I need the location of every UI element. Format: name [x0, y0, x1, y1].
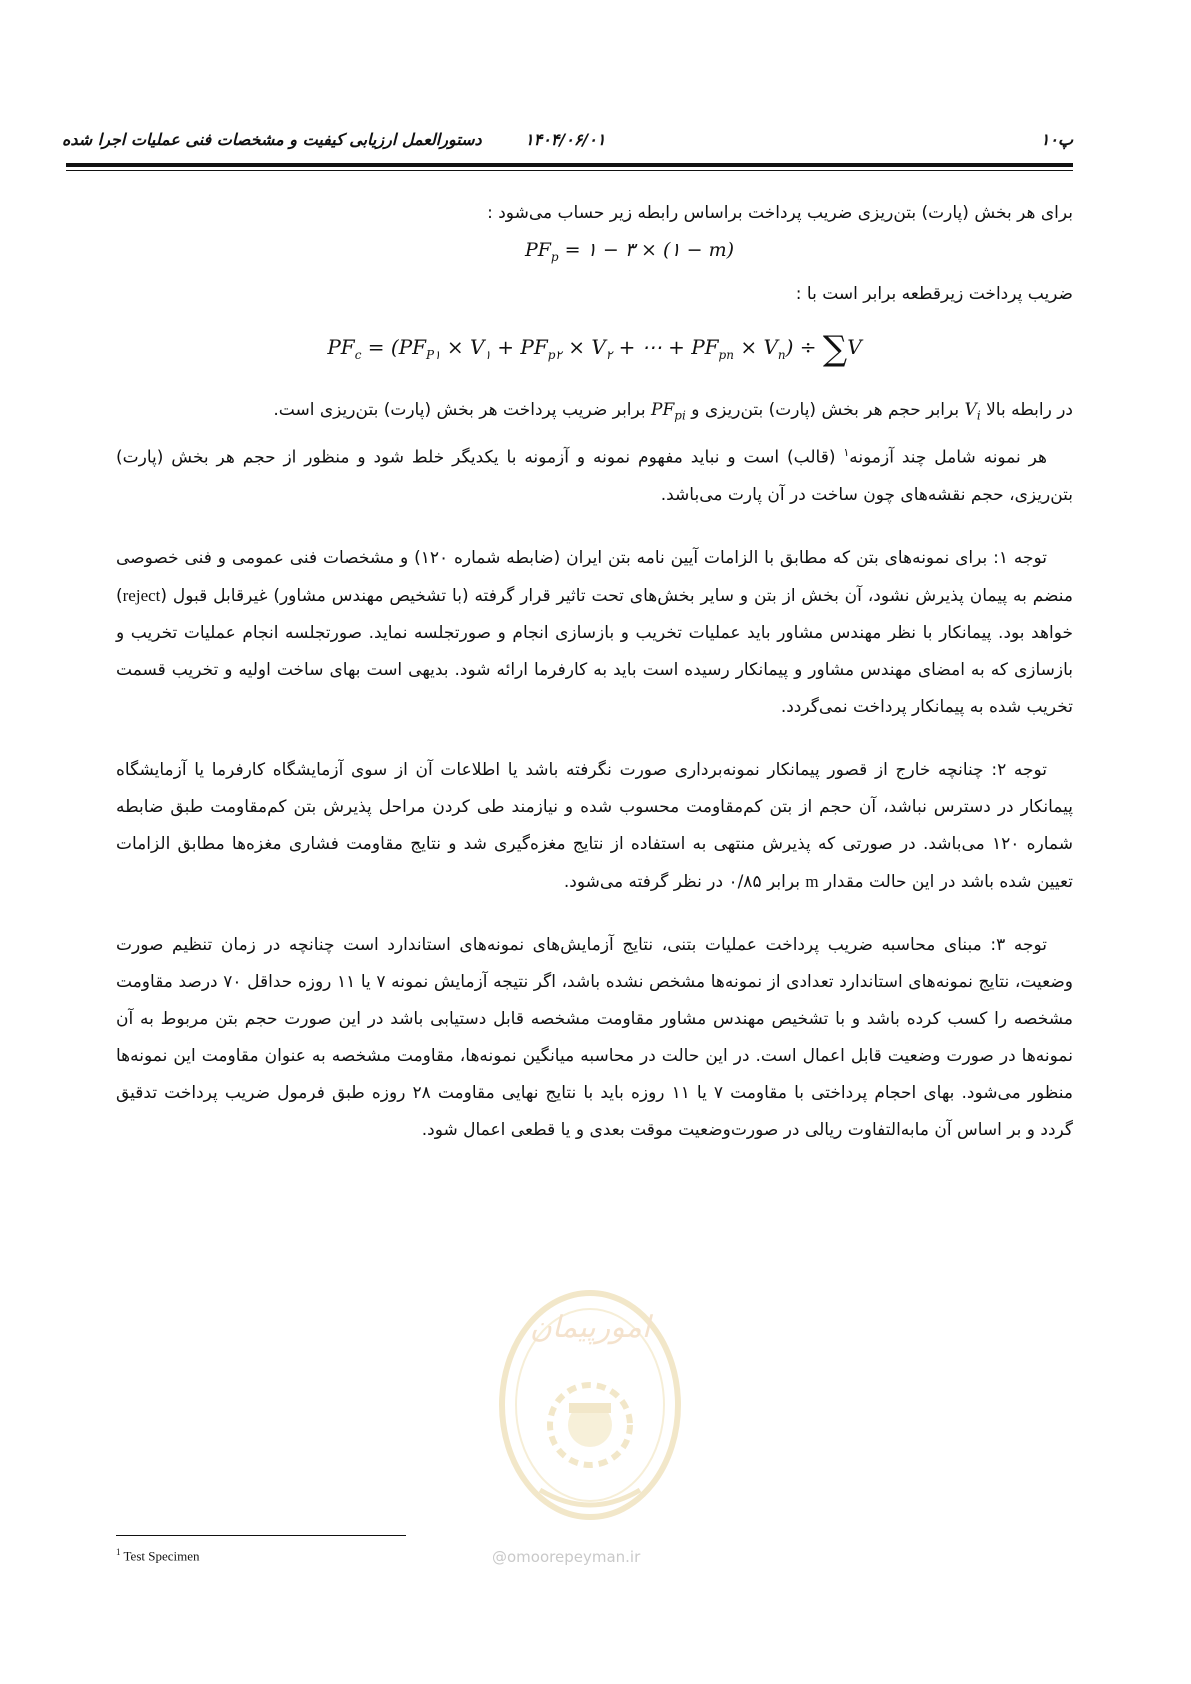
formula-pfc: $PF_c = (PF_{P۱} \times V_۱ + PF_{p۲} \times V_۲$ + ⋯ + $PF_{pn} \times V_n) \div \sum V$	[327, 328, 862, 369]
footnote: $^1$ Test Specimen	[116, 1547, 200, 1564]
watermark-logo-text: امورپیمان	[529, 1310, 651, 1345]
note-1: توجه ۱: برای نمونه‌های بتن که مطابق با الزامات آیین نامه بتن ایران (ضابطه شماره ۱۲۰) و مشخصات فنی عمومی و فنی خصوصی منضم به پیمان پذیرش نشود، آن بخش از بتن و سایر بخش‌های تحت تاثیر قرار گرفته (با تشخیص مهندس مشاور) غیرقابل قبول (reject) خواهد بود. پیمانکار با نظر مهندس مشاور باید عملیات تخریب و بازسازی انجام و صورتجلسه نماید. صورتجلسه انجام عملیات تخریب و بازسازی که به امضای مهندس مشاور و پیمانکار رسیده است باید به کارفرما ارائه شود. بدیهی است بهای ساخت اولیه و تخریب قسمت تخریب شده به پیمانکار پرداخت نمی‌گردد.	[116, 547, 1073, 717]
intro-paragraph: برای هر بخش (پارت) بتن‌ریزی ضریب پرداخت براساس رابطه زیر حساب می‌شود :	[487, 203, 1073, 223]
document-title: دستورالعمل ارزیابی کیفیت و مشخصات فنی عملیات اجرا شده	[62, 130, 482, 149]
main-content	[116, 195, 1073, 1149]
watermark-seal-icon	[485, 1275, 695, 1535]
intro-paragraph-2: ضریب پرداخت زیرقطعه برابر است با :	[795, 283, 1073, 304]
footnote-rule	[116, 1535, 406, 1536]
watermark-url: @omoorepeyman.ir	[492, 1548, 641, 1566]
formula-pfp: $PF_p$ = ۱ − ۳ × (۱ − m)	[524, 239, 735, 264]
footnote-ref: ۱	[843, 446, 850, 460]
sigma-symbol: ∑	[822, 328, 848, 369]
header-rule-thin	[66, 170, 1073, 171]
note-3: توجه ۳: مبنای محاسبه ضریب پرداخت عملیات بتنی، نتایج آزمایش‌های نمونه‌های استاندارد است چنانچه در زمان تنظیم صورت وضعیت، نتایج نمونه‌های استاندارد تعدادی از نمونه‌ها مشخص نشده باشد، اگر نتیجه آزمایش نمونه ۷ یا ۱۱ روزه حداقل ۷۰ درصد مقاومت مشخصه را کسب کرده باشد و با تشخیص مهندس مشاور مقاومت مشخصه قابل دستیابی باشد در این صورت حجم بتن مربوط به آن نمونه‌ها در صورت وضعیت قابل اعمال است. در این حالت در محاسبه میانگین نمونه‌ها، مقاومت مشخصه به عنوان مقاومت این نمونه‌ها منظور می‌شود. بهای احجام پرداختی با مقاومت ۷ یا ۱۱ روزه باید با نتایج نهایی مقاومت ۲۸ روزه طبق فرمول ضریب پرداخت تدقیق گردد و بر اساس آن مابه‌التفاوت ریالی در صورت‌وضعیت موقت بعدی و یا قطعی اعمال شود.	[116, 934, 1073, 1140]
page-number: پ۱۰	[1040, 130, 1073, 149]
note-2: توجه ۲: چنانچه خارج از قصور پیمانکار نمونه‌برداری صورت نگرفته باشد یا اطلاعات آن از سوی آزمایشگاه کارفرما یا آزمایشگاه پیمانکار در دسترس نباشد، آن حجم از بتن کم‌مقاومت محسوب شده و نیازمند طی کردن مراحل پذیرش بتن کم‌مقاومت طبق ضابطه شماره ۱۲۰ می‌باشد. در صورتی که پذیرش منتهی به استفاده از نتایج مغزه‌گیری شد و نتایج مقاومت فشاری مغزه‌ها مطابق الزامات تعیین شده باشد در این حالت مقدار m برابر ۰/۸۵ در نظر گرفته می‌شود.	[116, 759, 1073, 892]
header-date: ۱۴۰۴/۰۶/۰۱	[525, 130, 606, 149]
sample-paragraph: هر نمونه شامل چند آزمونه$^۱$ (قالب) است و نباید مفهوم نمونه و آزمونه با یکدیگر خلط شود و منظور از حجم هر بخش (پارت) بتن‌ریزی، حجم نقشه‌های چون ساخت در آن پارت می‌باشد.	[116, 446, 1073, 505]
definition-paragraph: در رابطه بالا $V_i$ برابر حجم هر بخش (پارت) بتن‌ریزی و $PF_{pi}$ برابر ضریب پرداخت هر بخش (پارت) بتن‌ریزی است.	[273, 399, 1073, 423]
footnote-number: 1	[116, 1547, 121, 1557]
header-rule	[66, 163, 1073, 167]
